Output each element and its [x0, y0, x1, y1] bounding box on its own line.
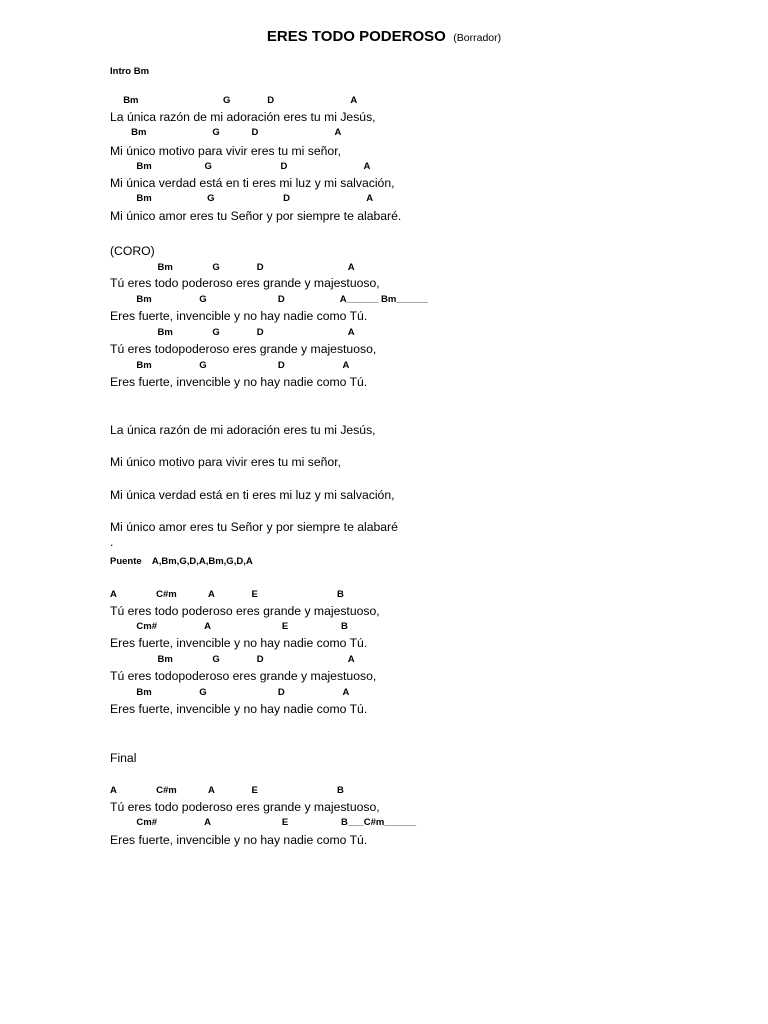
page-title: [0, 28, 768, 46]
chord-line: Bm G D A______ Bm______: [110, 294, 429, 305]
lyric-line: La única razón de mi adoración eres tu mi Jesús,: [110, 423, 376, 437]
lyric-line: Eres fuerte, invencible y no hay nadie como Tú.: [110, 702, 368, 716]
chord-line: Bm G D A: [110, 654, 355, 665]
chord-line: Bm G D A: [110, 262, 355, 273]
lyric-line: Tú eres todopoderoso eres grande y majestuoso,: [110, 342, 377, 356]
chord-line: Bm G D A: [110, 360, 350, 371]
lyric-line: Mi único amor eres tu Señor y por siempre te alabaré.: [110, 209, 402, 223]
final-label: Final: [110, 751, 137, 765]
lyric-line: Eres fuerte, invencible y no hay nadie como Tú.: [110, 636, 368, 650]
lyric-line: Mi único amor eres tu Señor y por siempre te alabaré: [110, 520, 398, 534]
lyric-line: Tú eres todo poderoso eres grande y majestuoso,: [110, 276, 380, 290]
chord-line: Bm G D A: [110, 687, 350, 698]
chord-line: Bm G D A: [110, 95, 358, 106]
lyric-line: Mi única verdad está en ti eres mi luz y mi salvación,: [110, 488, 395, 502]
chord-line: A C#m A E B: [110, 589, 344, 600]
lyric-line: Eres fuerte, invencible y no hay nadie como Tú.: [110, 833, 368, 847]
chord-line: Bm G D A: [110, 161, 371, 172]
chord-line: Bm G D A: [110, 127, 342, 138]
lyric-line: Eres fuerte, invencible y no hay nadie como Tú.: [110, 375, 368, 389]
chord-line: A C#m A E B: [110, 785, 344, 796]
lyric-line: Mi única verdad está en ti eres mi luz y mi salvación,: [110, 176, 395, 190]
lyric-line: Tú eres todopoderoso eres grande y majestuoso,: [110, 669, 377, 683]
intro-label: Intro Bm: [110, 66, 150, 77]
lyric-line: Mi único motivo para vivir eres tu mi señor,: [110, 455, 341, 469]
lyric-line: Mi único motivo para vivir eres tu mi señor,: [110, 144, 341, 158]
chord-line: Cm# A E B___C#m______: [110, 817, 417, 828]
chord-line: Bm G D A: [110, 193, 374, 204]
trailing-dot: .: [110, 535, 114, 549]
lyric-line: La única razón de mi adoración eres tu mi Jesús,: [110, 110, 376, 124]
chord-line: Cm# A E B: [110, 621, 348, 632]
draft-label: (Borrador): [453, 32, 502, 44]
chord-line: Bm G D A: [110, 327, 355, 338]
coro-label: (CORO): [110, 244, 155, 258]
song-title: ERES TODO PODEROSO: [266, 28, 446, 45]
lyric-line: Tú eres todo poderoso eres grande y majestuoso,: [110, 604, 380, 618]
puente-line: Puente A,Bm,G,D,A,Bm,G,D,A: [110, 556, 253, 567]
lyric-line: Eres fuerte, invencible y no hay nadie como Tú.: [110, 309, 368, 323]
lyric-line: Tú eres todo poderoso eres grande y majestuoso,: [110, 800, 380, 814]
